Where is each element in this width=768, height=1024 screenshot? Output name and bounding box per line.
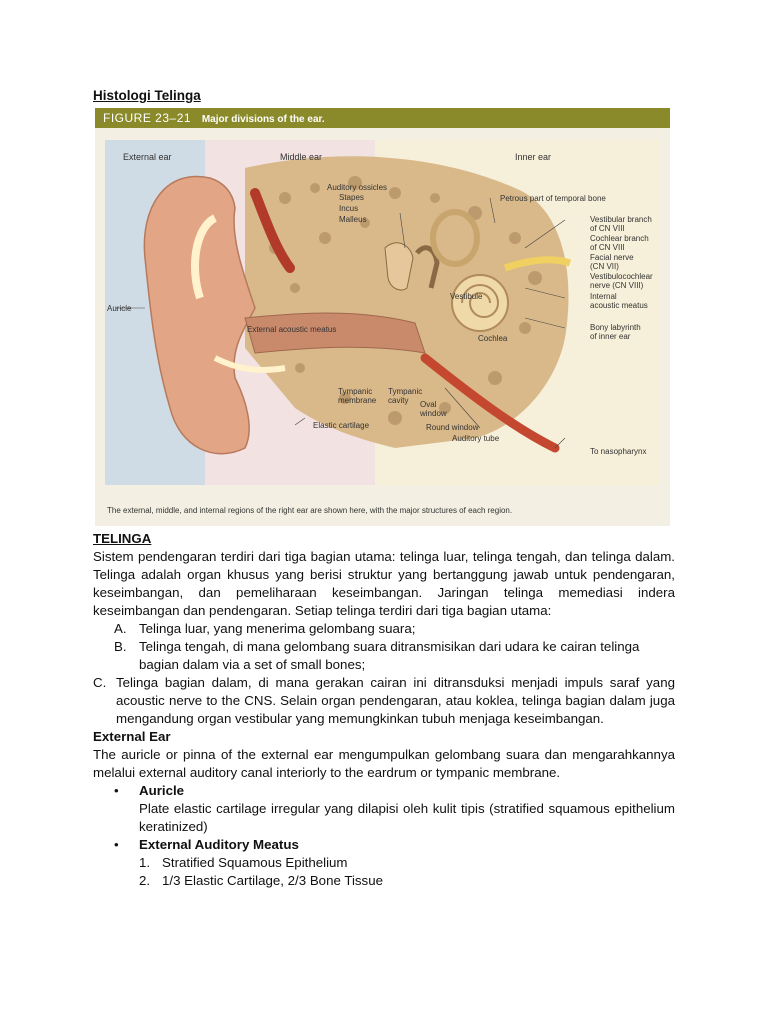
bullet-item — [93, 836, 675, 890]
sub-list-marker: 1. — [139, 855, 151, 870]
sub-list-marker: 2. — [139, 873, 151, 888]
list-item — [93, 620, 675, 638]
external-ear-bullets — [93, 782, 675, 890]
label-nasopharynx: To nasopharynx — [590, 447, 647, 456]
label-auditory-tube: Auditory tube — [452, 434, 500, 443]
list-item — [93, 674, 675, 728]
label-facial-nerve: Facial nerve (CN VII) — [590, 253, 634, 271]
label-stapes: Stapes — [339, 193, 364, 202]
label-cochlea: Cochlea — [478, 334, 508, 343]
label-incus: Incus — [339, 204, 359, 213]
label-vestibule: Vestibule — [450, 292, 483, 301]
label-bony-labyrinth: Bony labyrinth of inner ear — [590, 323, 641, 341]
label-malleus: Malleus — [339, 215, 367, 224]
list-item-text: Telinga bagian dalam, di mana gerakan cairan ini ditransduksi menjadi impuls saraf yang acoustic nerve to the CNS. Selain organ pendengaran, atau koklea, telinga bagian dalam juga mengandung organ vestibular yang memungkinkan tubuh menjaga keseimbangan. — [116, 675, 675, 726]
figure-banner — [95, 108, 670, 128]
label-petrous-bone: Petrous part of temporal bone — [500, 194, 606, 203]
label-tympanic-membrane: Tympanic membrane — [338, 387, 377, 405]
label-tympanic-cavity: Tympanic cavity — [388, 387, 423, 405]
list-marker: C. — [93, 675, 107, 690]
ear-anatomy-figure — [95, 128, 670, 526]
telinga-list — [93, 620, 675, 728]
bullet-item — [93, 782, 675, 836]
label-vestibulocochlear-nerve: Vestibulocochlear nerve (CN VIII) — [590, 272, 653, 290]
label-oval-window: Oval window — [420, 400, 447, 418]
list-marker: B. — [114, 639, 127, 654]
heading-external-ear: External Ear — [93, 729, 171, 744]
cochlea-shape — [452, 275, 508, 331]
bullet-title: Auricle — [139, 783, 185, 798]
region-middle-label: Middle ear — [280, 152, 323, 162]
telinga-paragraph: Sistem pendengaran terdiri dari tiga bagian utama: telinga luar, telinga tengah, dan telinga dalam. Telinga adalah organ khusus yang berisi struktur yang bertanggung jawab untuk pendengaran, keseimbangan, dan pemeliharaan keseimbangan. Jaringan telinga memediasi indera keseimbangan dan pendengaran. Setiap telinga terdiri dari tiga bagian utama: — [93, 549, 675, 618]
label-external-acoustic-meatus: External acoustic meatus — [247, 325, 337, 334]
figure-caption: Major divisions of the ear. — [201, 114, 325, 125]
label-elastic-cartilage: Elastic cartilage — [313, 421, 370, 430]
region-external-label: External ear — [123, 152, 172, 162]
label-vestibular-branch: Vestibular branch of CN VIII — [590, 215, 652, 233]
bullet-text: Plate elastic cartilage irregular yang dilapisi oleh kulit tipis (stratified squamous epithelium keratinized) — [139, 801, 675, 834]
list-item-text: Telinga tengah, di mana gelombang suara ditransmisikan dari udara ke cairan telinga bagian dalam via a set of small bones; — [139, 639, 640, 672]
region-inner-label: Inner ear — [515, 152, 552, 162]
bullet-marker: • — [114, 837, 119, 852]
list-item-text: Telinga luar, yang menerima gelombang suara; — [139, 621, 416, 636]
label-round-window: Round window — [426, 423, 479, 432]
external-ear-paragraph: The auricle or pinna of the external ear mengumpulkan gelombang suara dan mengarahkannya melalui external auditory canal interiorly to the eardrum or tympanic membrane. — [93, 747, 675, 780]
label-auricle: Auricle — [107, 304, 132, 313]
bullet-title: External Auditory Meatus — [139, 837, 299, 852]
label-auditory-ossicles: Auditory ossicles — [327, 183, 388, 192]
figure-number: FIGURE 23–21 — [103, 111, 192, 125]
sub-list-item — [139, 854, 675, 872]
heading-telinga: TELINGA — [93, 531, 152, 546]
bullet-marker: • — [114, 783, 119, 798]
document-title: Histologi Telinga — [93, 88, 201, 103]
list-marker: A. — [114, 621, 127, 636]
sub-list-text: Stratified Squamous Epithelium — [162, 855, 348, 870]
body-text — [93, 530, 675, 890]
sub-list — [139, 854, 675, 890]
figure-footer-caption: The external, middle, and internal regions of the right ear are shown here, with the major structures of each region. — [107, 506, 513, 515]
label-internal-acoustic-meatus: Internal acoustic meatus — [590, 292, 648, 310]
sub-list-text: 1/3 Elastic Cartilage, 2/3 Bone Tissue — [162, 873, 383, 888]
list-item — [93, 638, 675, 674]
sub-list-item — [139, 872, 675, 890]
label-cochlear-branch: Cochlear branch of CN VIII — [590, 234, 649, 252]
